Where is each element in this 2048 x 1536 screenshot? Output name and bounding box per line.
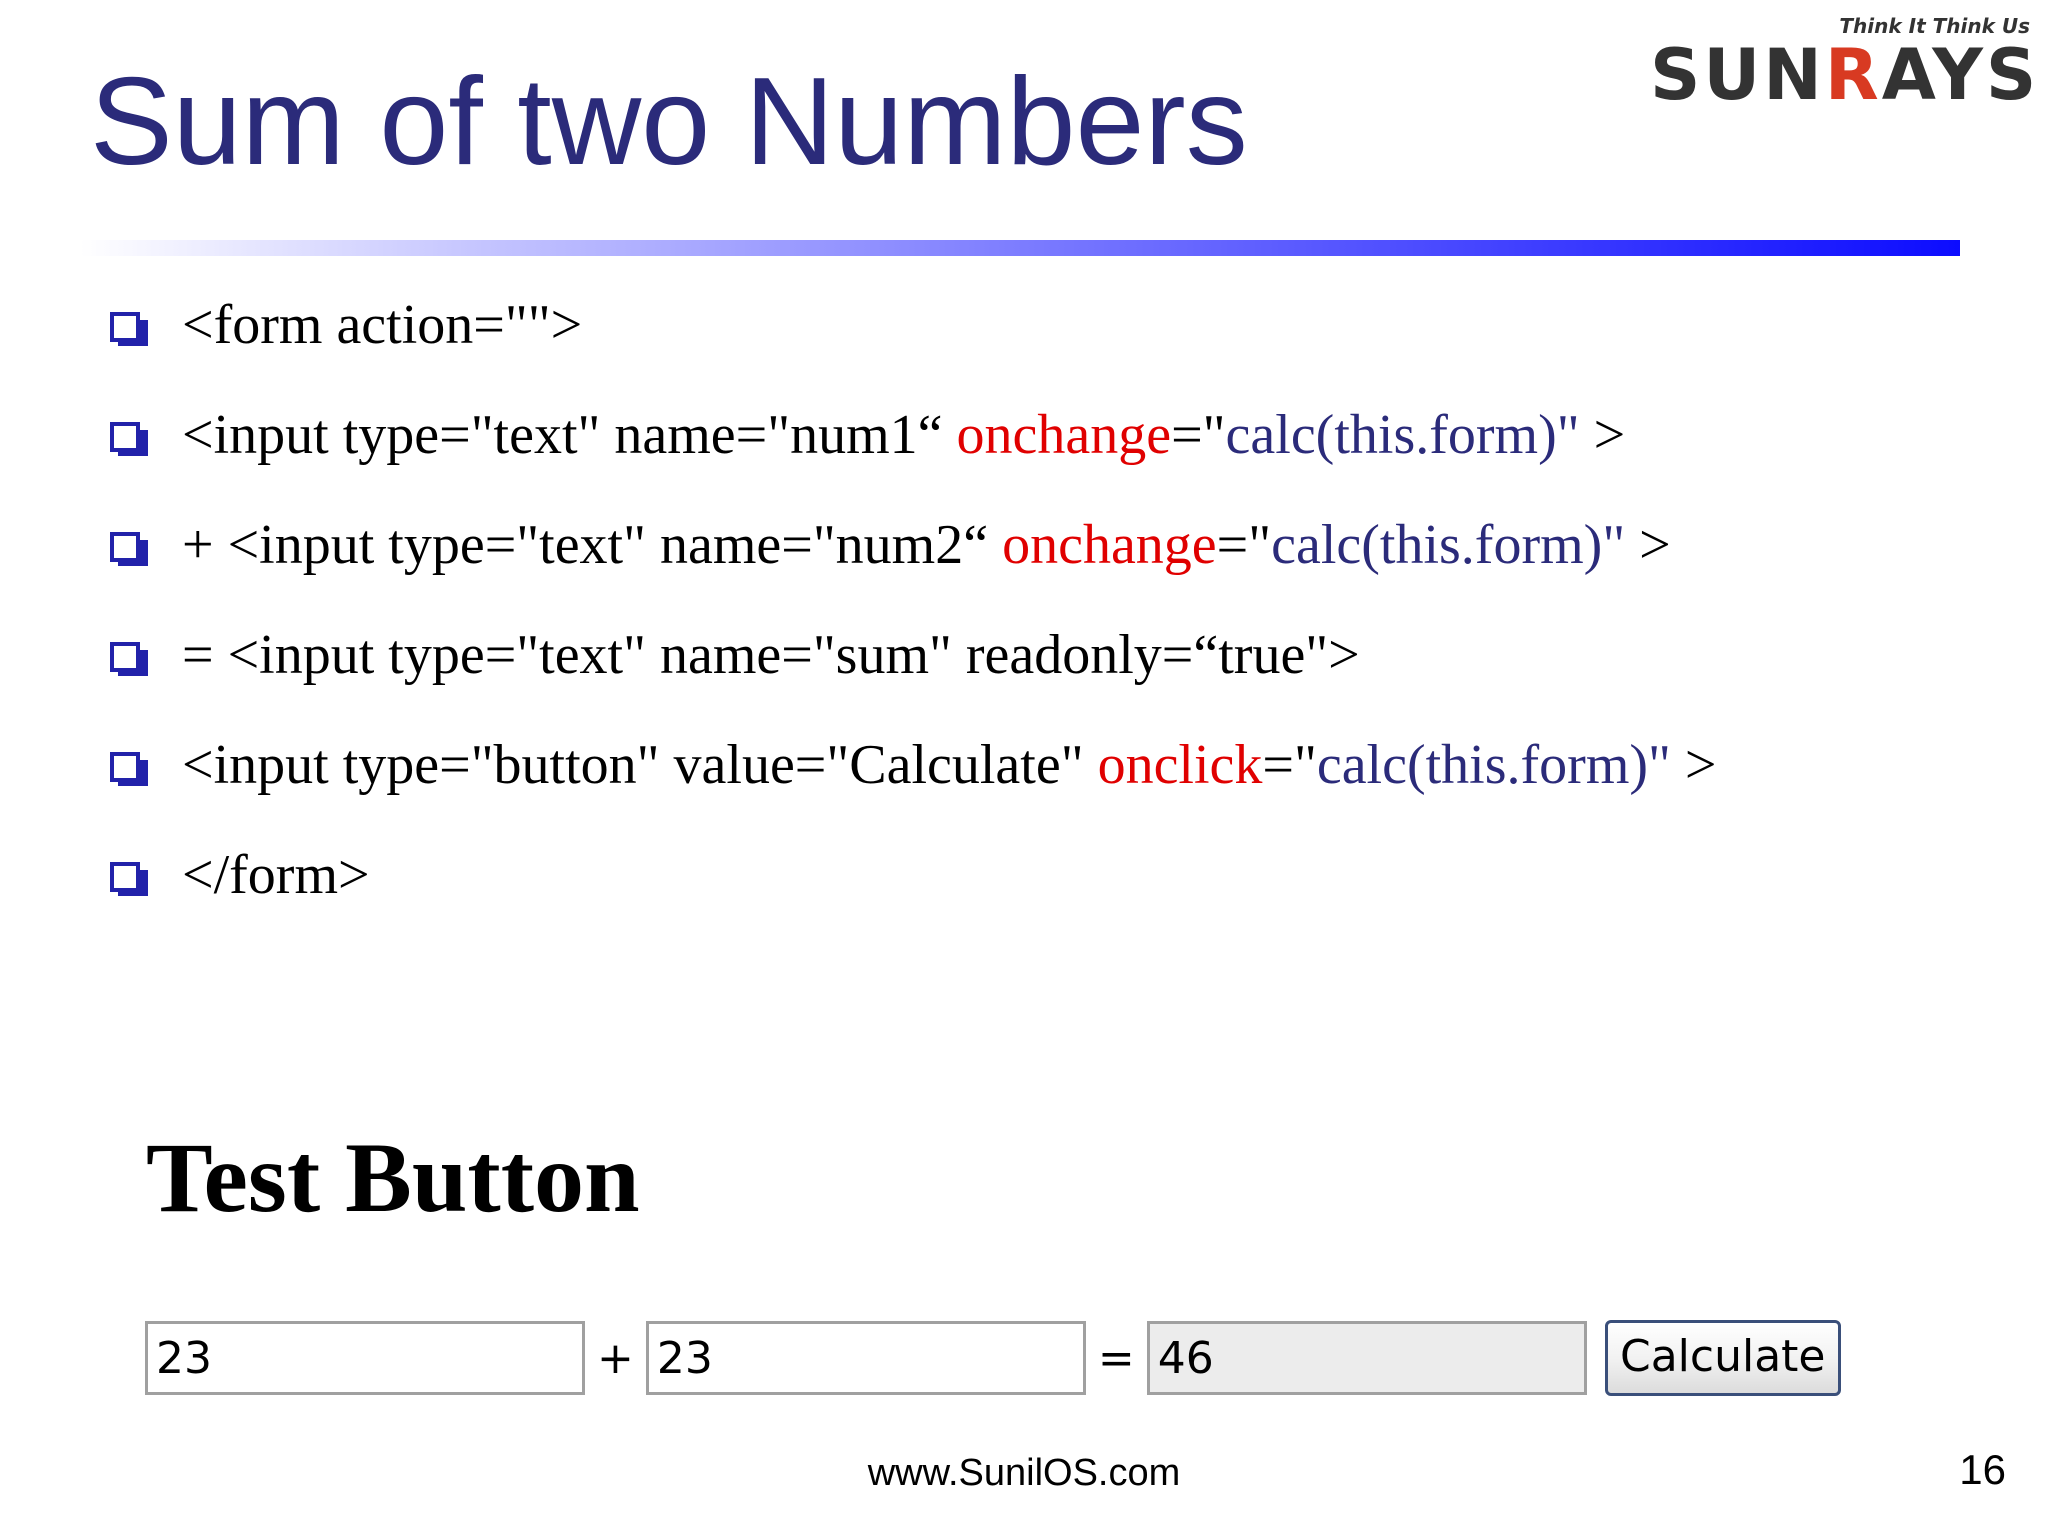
sum-output: 46 <box>1147 1321 1587 1395</box>
logo-wordmark <box>1650 34 2039 116</box>
square-bullet-icon <box>110 752 150 792</box>
logo-word-part1: SUN <box>1650 34 1825 116</box>
demo-heading: Test Button <box>146 1122 640 1233</box>
page-number: 16 <box>1959 1446 2006 1493</box>
bullet-item-input-button <box>110 732 1716 842</box>
sunrays-logo <box>1650 14 2040 116</box>
bullet-code-text: </form> <box>182 844 370 906</box>
demo-form <box>145 1320 1841 1396</box>
square-bullet-icon <box>110 532 150 572</box>
bullet-code-text: <input type="text" name="num1“ onchange="calc(this.form)" > <box>182 404 1626 466</box>
code-bullet-list <box>110 292 1716 952</box>
square-bullet-icon <box>110 312 150 352</box>
square-bullet-icon <box>110 862 150 902</box>
bullet-item-input-sum <box>110 622 1716 732</box>
bullet-item-input-num2 <box>110 512 1716 622</box>
num1-input[interactable]: 23 <box>145 1321 585 1395</box>
bullet-code-text: <input type="button" value="Calculate" onclick="calc(this.form)" > <box>182 734 1717 796</box>
bullet-item-form-close <box>110 842 1716 952</box>
equals-sign: = <box>1097 1332 1135 1384</box>
bullet-code-text: <form action=""> <box>182 294 583 356</box>
logo-tagline: Think It Think Us <box>1839 14 2030 38</box>
slide-title: Sum of two Numbers <box>90 53 1248 191</box>
square-bullet-icon <box>110 422 150 462</box>
bullet-item-input-num1 <box>110 402 1716 512</box>
num2-input[interactable]: 23 <box>646 1321 1086 1395</box>
bullet-item-form-open <box>110 292 1716 402</box>
logo-word-part2: AYS <box>1881 34 2040 116</box>
plus-sign: + <box>597 1332 634 1384</box>
calculate-button[interactable]: Calculate <box>1605 1320 1841 1396</box>
square-bullet-icon <box>110 642 150 682</box>
title-gradient-rule <box>80 240 1960 256</box>
bullet-code-text: = <input type="text" name="sum" readonly=“true"> <box>182 624 1360 686</box>
bullet-code-text: + <input type="text" name="num2“ onchange="calc(this.form)" > <box>182 514 1671 576</box>
footer-url: www.SunilOS.com <box>867 1452 1181 1494</box>
logo-word-accent: R <box>1824 34 1882 116</box>
